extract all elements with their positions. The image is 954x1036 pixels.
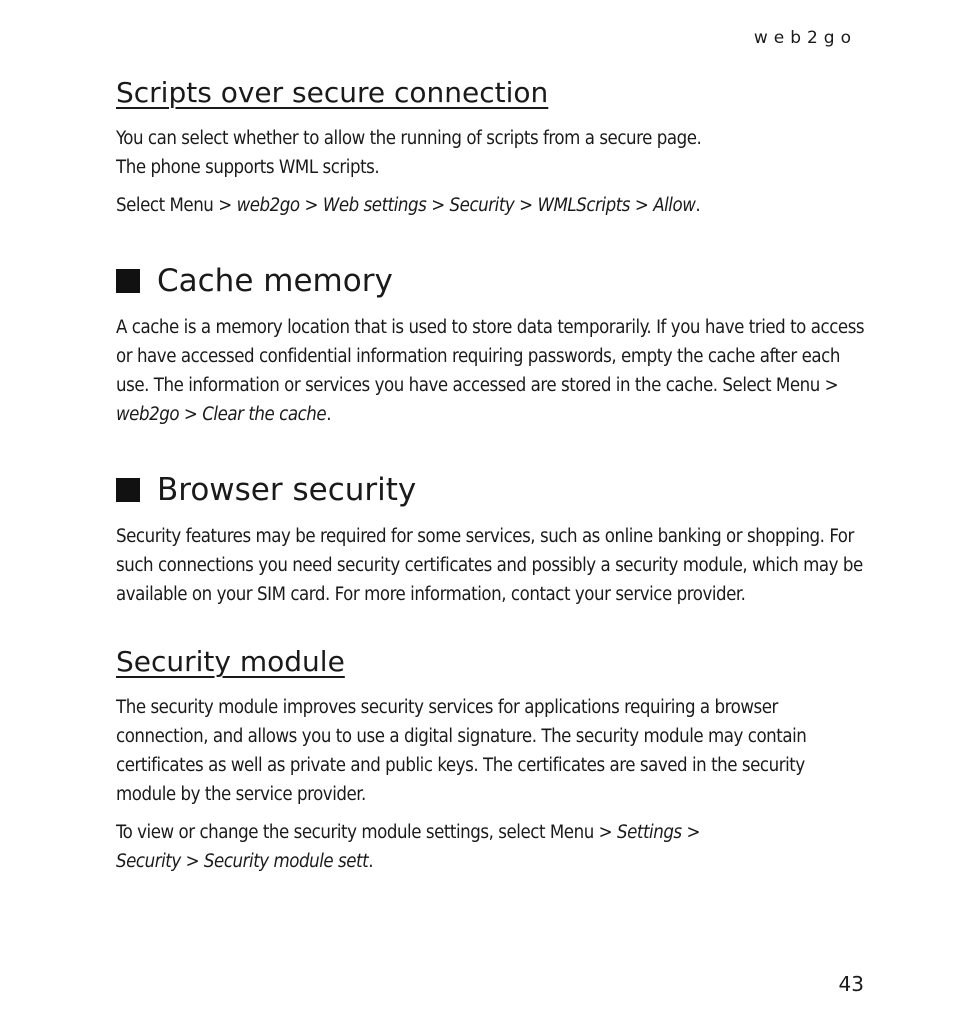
heading-cache-memory-text: Cache memory [157, 263, 393, 299]
path-intro: To view or change the security module settings, select [116, 822, 550, 843]
cache-paragraph: A cache is a memory location that is used to store data temporarily. If you have tried to access or have accessed confidential information requiring passwords, empty the cache after each use. The information or services you have accessed are stored in the cache. Select Menu > web2go > Clear the cache. [116, 317, 865, 425]
path-sep: > [213, 195, 237, 216]
scripts-paragraph [116, 124, 866, 182]
scripts-line-2: The phone supports WML scripts. [116, 157, 380, 178]
path-intro: Select [116, 195, 170, 216]
path-sep: > [593, 822, 617, 843]
security-module-paragraph: The security module improves security services for applications requiring a browser connection, and allows you to use a digital signature. The security module may contain certificates as well as private and public keys. The certificates are saved in the security module by the service provider. [116, 697, 807, 805]
path-sep: > [426, 195, 450, 216]
cache-text: A cache is a memory location that is used to store data temporarily. If you have tried to access or have accessed confidential information requiring passwords, empty the cache after each use. The information or services you have accessed are stored in the cache. Select [116, 317, 865, 396]
path-web2go: web2go [116, 404, 180, 425]
running-head: web2go [753, 28, 857, 48]
path-settings: Settings [616, 822, 682, 843]
path-clear-cache: Clear the cache [202, 404, 327, 425]
heading-cache-memory [116, 259, 866, 303]
page-number: 43 [838, 972, 864, 996]
scripts-menu-path: Select Menu > web2go > Web settings > Security > WMLScripts > Allow. [116, 195, 701, 216]
path-security: Security [449, 195, 520, 216]
path-allow: Allow [653, 195, 696, 216]
path-sep: > [180, 851, 204, 872]
path-menu: Menu [169, 195, 214, 216]
path-menu: Menu [775, 375, 820, 396]
path-security-module-sett: Security module sett [203, 851, 369, 872]
heading-browser-security [116, 468, 866, 512]
heading-scripts-secure: Scripts over secure connection [116, 76, 549, 109]
path-wmlscripts: WMLScripts [537, 195, 631, 216]
path-sep: > [519, 195, 538, 216]
path-web-settings: Web settings [322, 195, 427, 216]
path-sep: > [819, 375, 839, 396]
security-module-menu-path: To view or change the security module settings, select Menu > Settings > Security > Security module sett. [116, 822, 701, 872]
path-sep: > [179, 404, 203, 425]
path-sep: > [299, 195, 323, 216]
section-square-icon [116, 269, 140, 293]
browser-security-paragraph: Security features may be required for some services, such as online banking or shopping. For such connections you need security certificates and possibly a security module, which may be available on your SIM card. For more information, contact your service provider. [116, 526, 863, 605]
page-content [116, 74, 866, 885]
scripts-line-1: You can select whether to allow the running of scripts from a secure page. [116, 128, 702, 149]
heading-security-module: Security module [116, 645, 345, 678]
path-web2go: web2go [236, 195, 300, 216]
path-sep: > [630, 195, 654, 216]
path-security: Security [116, 851, 181, 872]
section-square-icon [116, 478, 140, 502]
path-menu: Menu [549, 822, 594, 843]
heading-browser-security-text: Browser security [157, 472, 417, 508]
path-sep: > [681, 822, 701, 843]
